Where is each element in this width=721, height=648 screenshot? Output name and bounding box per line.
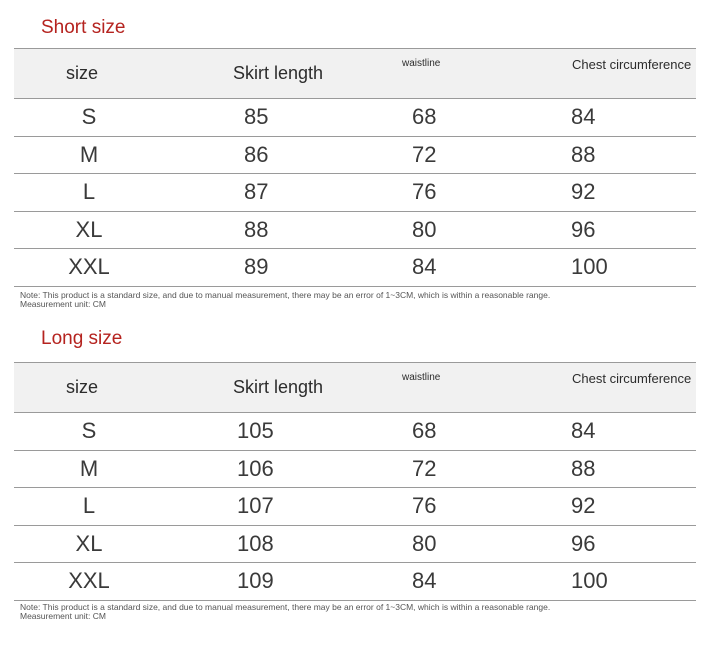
cell-chest: 88 xyxy=(504,450,696,488)
cell-size: S xyxy=(14,413,164,451)
cell-skirt-length: 109 xyxy=(164,563,352,601)
measurement-unit-text: Measurement unit: CM xyxy=(20,299,106,309)
table-row xyxy=(14,525,696,563)
table-row xyxy=(14,563,696,601)
long-size-title: Long size xyxy=(41,328,123,349)
cell-waistline: 80 xyxy=(352,211,504,249)
cell-chest: 92 xyxy=(504,488,696,526)
cell-skirt-length: 108 xyxy=(164,525,352,563)
header-waistline: waistline xyxy=(352,363,504,413)
cell-chest: 100 xyxy=(504,563,696,601)
note-text: Note: This product is a standard size, and due to manual measurement, there may be an error of 1~3CM, which is within a reasonable range. xyxy=(20,290,551,300)
cell-skirt-length: 107 xyxy=(164,488,352,526)
cell-waistline: 84 xyxy=(352,563,504,601)
cell-chest: 92 xyxy=(504,174,696,212)
cell-size: L xyxy=(14,174,164,212)
cell-chest: 84 xyxy=(504,99,696,137)
cell-chest: 84 xyxy=(504,413,696,451)
table-row xyxy=(14,249,696,287)
cell-skirt-length: 105 xyxy=(164,413,352,451)
cell-waistline: 76 xyxy=(352,174,504,212)
short-size-table xyxy=(14,48,696,287)
cell-chest: 96 xyxy=(504,211,696,249)
header-chest-circumference: Chest circumference xyxy=(504,49,696,99)
cell-size: S xyxy=(14,99,164,137)
header-chest-circumference: Chest circumference xyxy=(504,363,696,413)
table-row xyxy=(14,99,696,137)
cell-size: M xyxy=(14,136,164,174)
cell-waistline: 72 xyxy=(352,450,504,488)
note-text: Note: This product is a standard size, and due to manual measurement, there may be an error of 1~3CM, which is within a reasonable range. xyxy=(20,602,551,612)
header-skirt-length: Skirt length xyxy=(164,363,352,413)
table-header-row xyxy=(14,49,696,99)
cell-waistline: 68 xyxy=(352,413,504,451)
table-row xyxy=(14,488,696,526)
cell-chest: 88 xyxy=(504,136,696,174)
cell-waistline: 76 xyxy=(352,488,504,526)
header-waistline: waistline xyxy=(352,49,504,99)
cell-chest: 100 xyxy=(504,249,696,287)
header-skirt-length: Skirt length xyxy=(164,49,352,99)
size-note xyxy=(20,603,550,621)
short-size-title: Short size xyxy=(41,17,126,38)
cell-size: M xyxy=(14,450,164,488)
header-size: size xyxy=(14,363,164,413)
table-header-row xyxy=(14,363,696,413)
table-row xyxy=(14,450,696,488)
header-size: size xyxy=(14,49,164,99)
cell-waistline: 84 xyxy=(352,249,504,287)
cell-skirt-length: 89 xyxy=(164,249,352,287)
cell-skirt-length: 85 xyxy=(164,99,352,137)
cell-size: XL xyxy=(14,211,164,249)
table-row xyxy=(14,211,696,249)
cell-waistline: 72 xyxy=(352,136,504,174)
cell-waistline: 68 xyxy=(352,99,504,137)
table-row xyxy=(14,174,696,212)
long-size-table xyxy=(14,362,696,601)
cell-size: XL xyxy=(14,525,164,563)
cell-size: L xyxy=(14,488,164,526)
cell-skirt-length: 106 xyxy=(164,450,352,488)
cell-skirt-length: 87 xyxy=(164,174,352,212)
cell-size: XXL xyxy=(14,563,164,601)
table-row xyxy=(14,413,696,451)
cell-skirt-length: 88 xyxy=(164,211,352,249)
table-row xyxy=(14,136,696,174)
cell-skirt-length: 86 xyxy=(164,136,352,174)
size-note xyxy=(20,291,550,309)
cell-waistline: 80 xyxy=(352,525,504,563)
cell-size: XXL xyxy=(14,249,164,287)
measurement-unit-text: Measurement unit: CM xyxy=(20,611,106,621)
cell-chest: 96 xyxy=(504,525,696,563)
